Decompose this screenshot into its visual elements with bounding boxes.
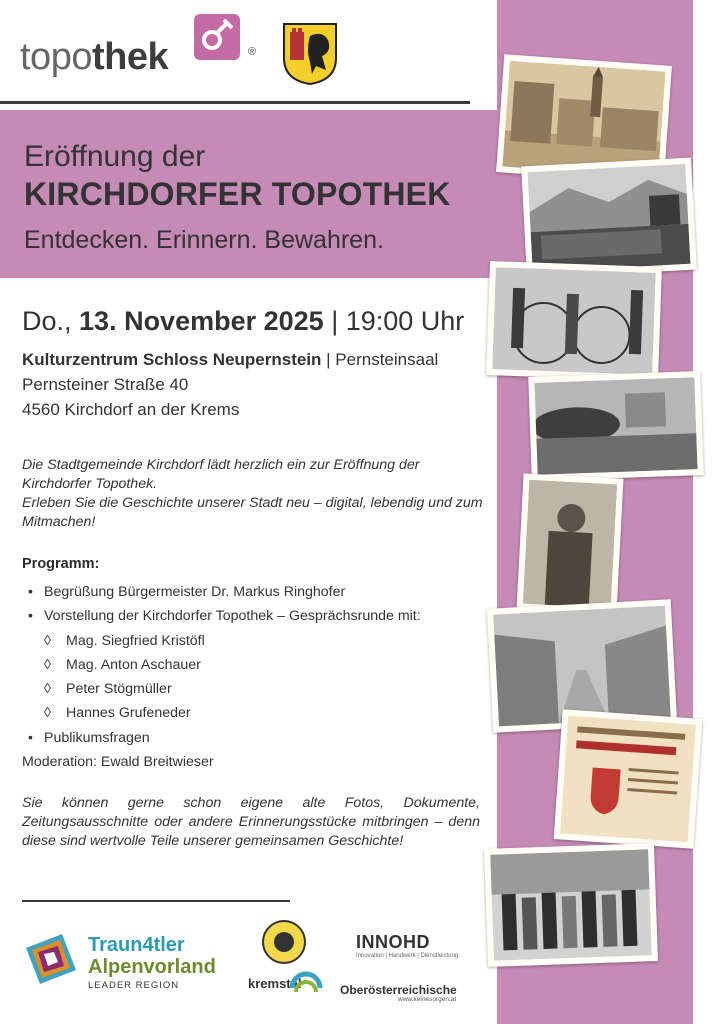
event-venue: [22, 347, 438, 422]
leader-region-label: LEADER REGION: [88, 980, 180, 991]
bullet-icon: •: [28, 729, 33, 746]
programme-item-text: Begrüßung Bürgermeister Dr. Markus Ringhofer: [44, 584, 346, 600]
alpenvorland-name: Alpenvorland: [88, 956, 216, 978]
closing-text: Sie können gerne schon eigene alte Fotos, Dokumente, Zeitungsausschnitte oder andere Erinnerungsstücke mitbringen – denn diese sind wertvolle Teile unserer gemeinsamen Geschichte!: [22, 795, 480, 849]
diamond-icon: ◊: [44, 681, 52, 698]
registered-mark: ®: [248, 46, 257, 58]
programme-item: [22, 580, 492, 604]
programme-item-text: Publikumsfragen: [44, 729, 150, 746]
logo-text-topo: topo: [20, 36, 92, 78]
programme-list: [22, 580, 492, 774]
speaker-name: Hannes Grufeneder: [66, 705, 191, 722]
diamond-icon: ◊: [44, 705, 52, 722]
logo-text-thek: thek: [91, 36, 169, 78]
speaker-item: [22, 677, 492, 701]
header-divider: [0, 101, 470, 104]
pin-icon: [194, 14, 240, 60]
diamond-icon: ◊: [44, 632, 52, 649]
speaker-name: Mag. Siegfried Kristöfl: [66, 632, 205, 649]
historic-photo-swimming-pool: [521, 158, 697, 279]
programme-item: [22, 726, 492, 750]
historic-photo-penny-farthing: [486, 261, 662, 381]
traun4tler-logo-icon: [22, 930, 80, 988]
event-datetime: [22, 306, 464, 337]
event-heading-line1: Eröffnung der: [24, 140, 206, 173]
programme-title: Programm:: [22, 556, 100, 572]
sponsor-oberoesterreichische: Oberösterreichische: [340, 983, 457, 997]
intro-paragraph-2: Erleben Sie die Geschichte unserer Stadt neu – digital, lebendig und zum Mitmachen!: [22, 495, 483, 530]
kremstal-logo-icon: [288, 966, 324, 1002]
speaker-name: Peter Stögmüller: [66, 681, 172, 698]
venue-name: Kulturzentrum Schloss Neupernstein: [22, 350, 322, 369]
programme-item-text: Vorstellung der Kirchdorfer Topothek – Gesprächsrunde mit:: [44, 608, 421, 625]
venue-city: 4560 Kirchdorf an der Krems: [22, 400, 240, 419]
topothek-logo: [20, 36, 168, 79]
speaker-item: [22, 629, 492, 653]
sponsor-innohd: INNOHD: [356, 932, 430, 952]
event-date: 13. November 2025: [79, 306, 324, 336]
speaker-item: [22, 701, 492, 725]
speaker-item: [22, 653, 492, 677]
coat-of-arms-icon: [282, 22, 338, 86]
intro-text: [22, 456, 492, 532]
diamond-icon: ◊: [44, 656, 52, 673]
moderation-line: Moderation: Ewald Breitwieser: [22, 754, 214, 771]
event-heading-title: KIRCHDORFER TOPOTHEK: [24, 176, 451, 212]
venue-street: Pernsteiner Straße 40: [22, 375, 189, 394]
association-seal-icon: [262, 920, 306, 964]
bullet-icon: •: [28, 608, 33, 625]
footer-divider: [22, 900, 290, 902]
sponsor-kremstal: kremstal: [248, 976, 302, 991]
historic-photo-group: [484, 843, 658, 967]
historic-photo-portrait: [517, 473, 624, 614]
datetime-separator: |: [323, 306, 346, 336]
traun4tler-name: Traun4tler: [88, 934, 185, 956]
topothek-logo-icon: [194, 14, 240, 60]
event-weekday: Do.,: [22, 306, 80, 336]
event-time: 19:00 Uhr: [345, 306, 465, 336]
programme-item: [22, 604, 492, 628]
bullet-icon: •: [28, 584, 33, 600]
historic-document-certificate: [554, 709, 703, 848]
intro-paragraph-1: Die Stadtgemeinde Kirchdorf lädt herzlich ein zur Eröffnung der Kirchdorfer Topothek.: [22, 457, 420, 492]
event-tagline: Entdecken. Erinnern. Bewahren.: [24, 226, 384, 254]
speaker-name: Mag. Anton Aschauer: [66, 656, 201, 673]
oberoesterreichische-url: www.keinesorgen.at: [398, 996, 457, 1003]
innohd-tagline: Innovation | Handwerk | Dienstleistung: [356, 953, 459, 959]
venue-room: | Pernsteinsaal: [321, 350, 439, 369]
historic-photo-lake-castle: [528, 371, 704, 481]
